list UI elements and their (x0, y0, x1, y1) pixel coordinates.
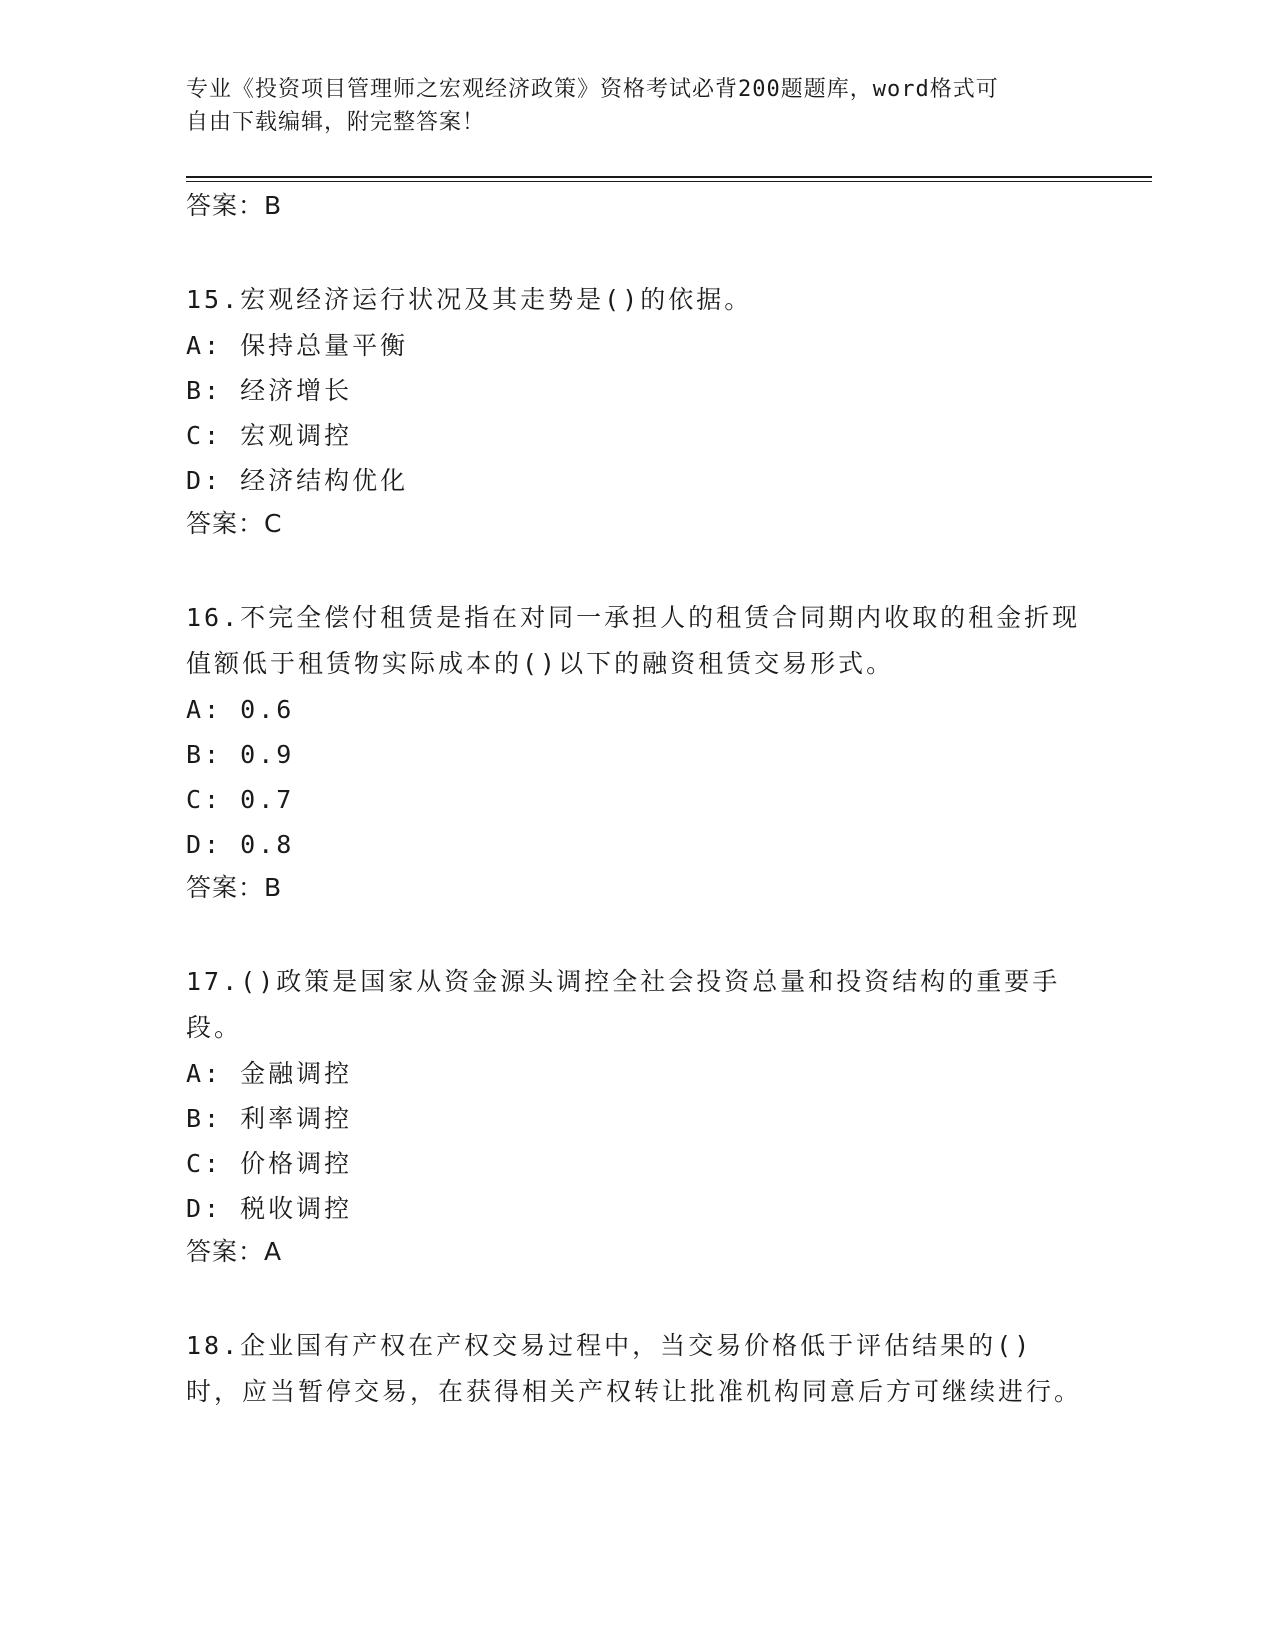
question-text: 15.宏观经济运行状况及其走势是()的依据。 (186, 285, 753, 314)
option-a: A: 0.6 (186, 695, 295, 724)
option-c: C: 宏观调控 (186, 421, 353, 450)
question-text: 16.不完全偿付租赁是指在对同一承担人的租赁合同期内收取的租金折现值额低于租赁物实际成本的()以下的融资租赁交易形式。 (186, 603, 1081, 678)
header-divider-thick (186, 176, 1152, 178)
header-line-1: 专业《投资项目管理师之宏观经济政策》资格考试必背200题题库，word格式可 (186, 77, 999, 102)
option-b: B: 利率调控 (186, 1104, 353, 1133)
answer-line: 答案：B (186, 873, 283, 902)
option-a: A: 保持总量平衡 (186, 331, 409, 360)
option-b: B: 0.9 (186, 740, 295, 769)
option-d: D: 经济结构优化 (186, 466, 409, 495)
question-list (186, 185, 1086, 1415)
option-c: C: 价格调控 (186, 1149, 353, 1178)
document-header (186, 73, 1066, 139)
option-d: D: 税收调控 (186, 1194, 353, 1223)
question-16 (186, 595, 1086, 909)
option-b: B: 经济增长 (186, 376, 353, 405)
option-a: A: 金融调控 (186, 1059, 353, 1088)
question-17 (186, 959, 1086, 1273)
option-c: C: 0.7 (186, 785, 295, 814)
answer-line: 答案：B (186, 191, 283, 220)
question-text: 18.企业国有产权在产权交易过程中，当交易价格低于评估结果的()时，应当暂停交易，在获得相关产权转让批准机构同意后方可继续进行。 (186, 1331, 1083, 1406)
option-d: D: 0.8 (186, 830, 295, 859)
answer-line: 答案：C (186, 509, 283, 538)
answer-line: 答案：A (186, 1237, 283, 1266)
question-15 (186, 277, 1086, 545)
header-line-2: 自由下载编辑，附完整答案！ (186, 110, 486, 135)
header-divider-thin (186, 181, 1152, 182)
question-text: 17.()政策是国家从资金源头调控全社会投资总量和投资结构的重要手段。 (186, 967, 1061, 1042)
question-18 (186, 1323, 1086, 1415)
